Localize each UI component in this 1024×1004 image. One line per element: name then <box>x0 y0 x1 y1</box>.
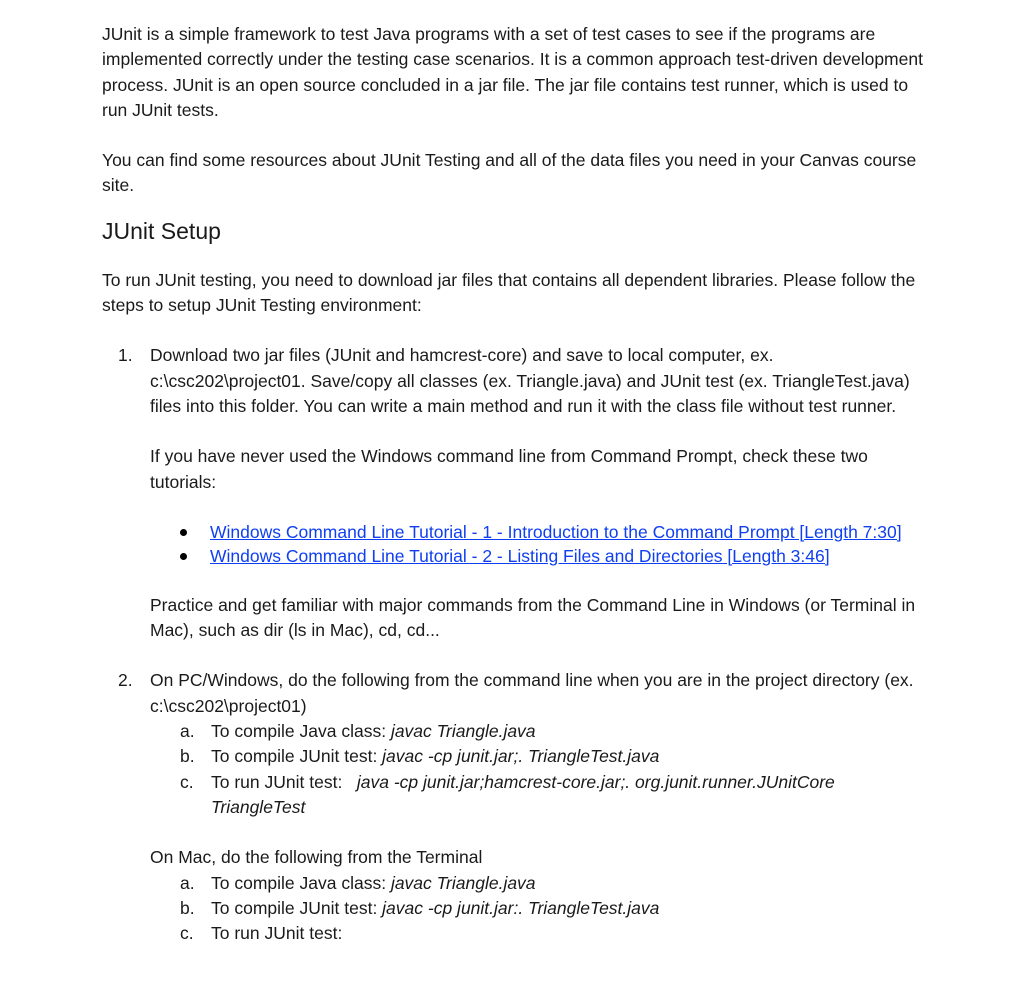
list-item: b. To compile JUnit test: javac -cp junit.jar;. TriangleTest.java <box>180 746 660 767</box>
mac-intro: On Mac, do the following from the Terminal <box>150 847 483 868</box>
list-item: c. To run JUnit test: java -cp junit.jar;hamcrest-core.jar;. org.junit.runner.JUnitCore TriangleTest <box>180 771 835 817</box>
list-item: c. To run JUnit test: <box>180 923 343 944</box>
list-item: b. To compile JUnit test: javac -cp junit.jar:. TriangleTest.java <box>180 897 660 918</box>
tutorial-link-list <box>150 520 932 568</box>
list-item <box>210 520 932 544</box>
resources-paragraph: You can find some resources about JUnit Testing and all of the data files you need in your Canvas course site. <box>102 150 917 196</box>
step-1-text: Download two jar files (JUnit and hamcrest-core) and save to local computer, ex. c:\csc202\project01. Save/copy all classes (ex. Triangle.java) and JUnit test (ex. TriangleTest.java) files into this folder. You can write a main method and run it with the class file without test runner. <box>150 345 910 416</box>
list-item <box>210 544 932 568</box>
step-1-number: 1. <box>118 345 133 366</box>
mac-steps <box>150 871 932 947</box>
tutorial-link-1[interactable]: Windows Command Line Tutorial - 1 - Introduction to the Command Prompt [Length 7:30] <box>210 521 902 542</box>
step-2-number: 2. <box>118 670 133 691</box>
step-1-practice: Practice and get familiar with major commands from the Command Line in Windows (or Terminal in Mac), such as dir (ls in Mac), cd, cd... <box>150 594 916 641</box>
list-item: a. To compile Java class: javac Triangle.java <box>180 872 536 893</box>
setup-intro-paragraph: To run JUnit testing, you need to download jar files that contains all dependent libraries. Please follow the steps to setup JUnit Testing environment: <box>102 269 916 316</box>
step-2 <box>102 668 932 946</box>
bullet-icon <box>180 553 187 560</box>
section-heading-junit-setup: JUnit Setup <box>102 217 221 244</box>
bullet-icon <box>180 529 187 536</box>
windows-steps <box>150 719 932 820</box>
intro-paragraph: JUnit is a simple framework to test Java programs with a set of test cases to see if the programs are implemented correctly under the testing case scenarios. It is a common approach test-driven development process. JUnit is an open source concluded in a jar file. The jar file contains test runner, which is used to run JUnit tests. <box>102 24 923 120</box>
step-1-cmd-intro: If you have never used the Windows command line from Command Prompt, check these two tutorials: <box>150 446 868 492</box>
step-2-text: On PC/Windows, do the following from the command line when you are in the project directory (ex. c:\csc202\project01) <box>150 670 914 716</box>
step-1 <box>102 343 932 643</box>
list-item: a. To compile Java class: javac Triangle.java <box>180 721 536 742</box>
document-page <box>102 22 932 946</box>
tutorial-link-2[interactable]: Windows Command Line Tutorial - 2 - Listing Files and Directories [Length 3:46] <box>210 545 830 566</box>
